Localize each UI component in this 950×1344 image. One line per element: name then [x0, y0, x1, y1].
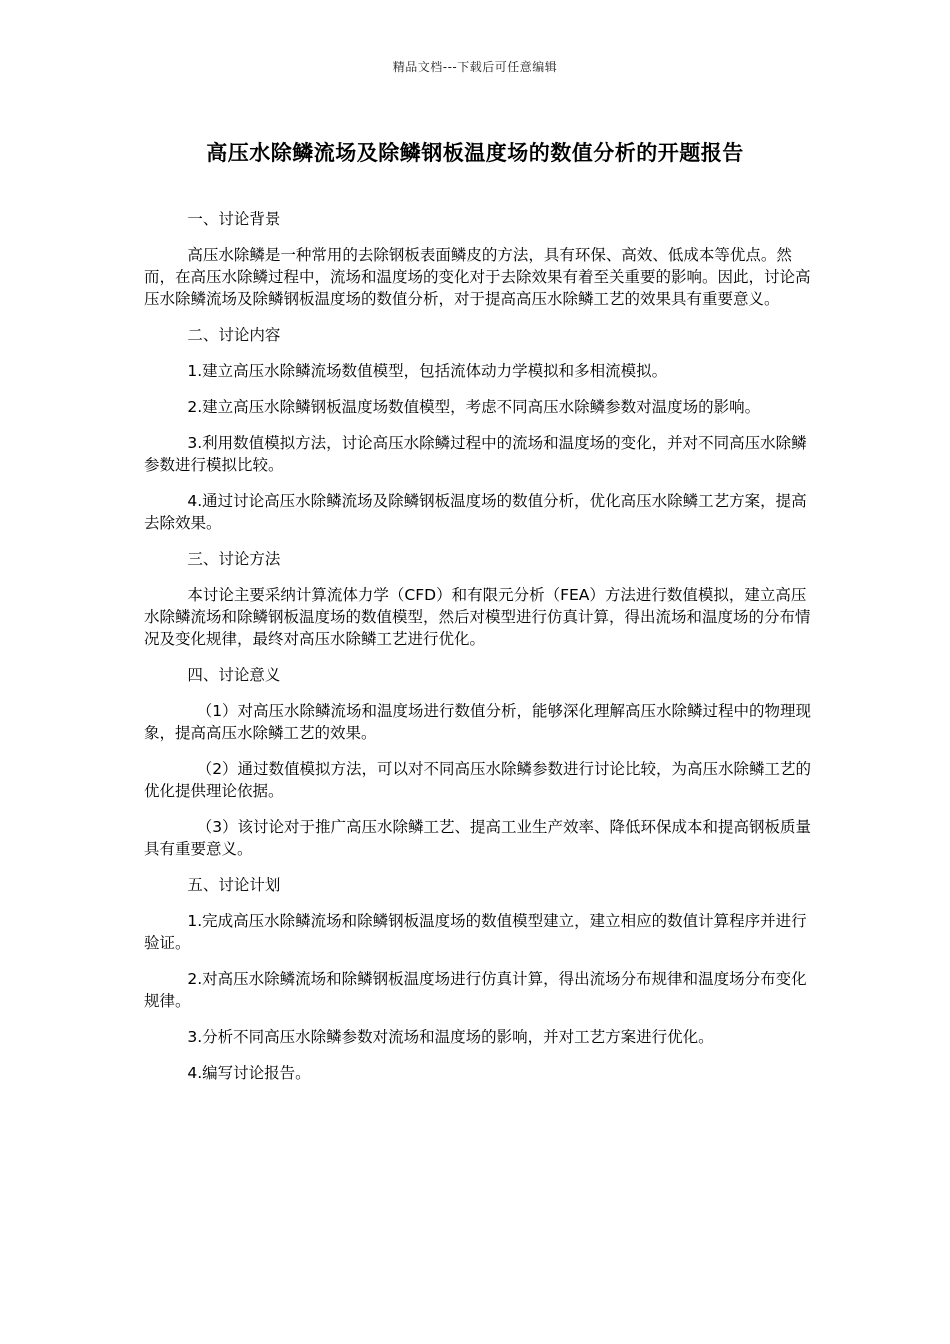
section-heading-significance: 四、讨论意义: [187, 666, 281, 684]
content-item-3: 3.利用数值模拟方法，讨论高压水除鳞过程中的流场和温度场的变化，并对不同高压水除鳞参数进行模拟比较。: [144, 434, 807, 474]
header-note: 精品文档---下载后可任意编辑: [392, 60, 558, 74]
section-heading-content: 二、讨论内容: [187, 326, 281, 344]
method-paragraph: 本讨论主要采纳计算流体力学（CFD）和有限元分析（FEA）方法进行数值模拟，建立高压水除鳞流场和除鳞钢板温度场的数值模型，然后对模型进行仿真计算，得出流场和温度场的分布情况及变化规律，最终对高压水除鳞工艺进行优化。: [144, 586, 811, 648]
background-paragraph: 高压水除鳞是一种常用的去除钢板表面鳞皮的方法，具有环保、高效、低成本等优点。然而，在高压水除鳞过程中，流场和温度场的变化对于去除效果有着至关重要的影响。因此，讨论高压水除鳞流场及除鳞钢板温度场的数值分析，对于提高高压水除鳞工艺的效果具有重要意义。: [144, 246, 811, 308]
plan-item-4: 4.编写讨论报告。: [187, 1064, 311, 1082]
document-title: 高压水除鳞流场及除鳞钢板温度场的数值分析的开题报告: [206, 141, 744, 165]
content-item-4: 4.通过讨论高压水除鳞流场及除鳞钢板温度场的数值分析，优化高压水除鳞工艺方案，提高去除效果。: [144, 492, 807, 532]
plan-item-2: 2.对高压水除鳞流场和除鳞钢板温度场进行仿真计算，得出流场分布规律和温度场分布变化规律。: [144, 970, 807, 1010]
document-body: [144, 208, 812, 1098]
section-heading-background: 一、讨论背景: [187, 210, 281, 228]
content-item-1: 1.建立高压水除鳞流场数值模型，包括流体动力学模拟和多相流模拟。: [187, 362, 668, 380]
content-item-2: 2.建立高压水除鳞钢板温度场数值模型，考虑不同高压水除鳞参数对温度场的影响。: [187, 398, 761, 416]
significance-item-3: （3）该讨论对于推广高压水除鳞工艺、提高工业生产效率、降低环保成本和提高钢板质量具有重要意义。: [144, 818, 812, 858]
plan-item-3: 3.分析不同高压水除鳞参数对流场和温度场的影响，并对工艺方案进行优化。: [187, 1028, 714, 1046]
significance-item-2: （2）通过数值模拟方法，可以对不同高压水除鳞参数进行讨论比较，为高压水除鳞工艺的优化提供理论依据。: [144, 760, 812, 800]
plan-item-1: 1.完成高压水除鳞流场和除鳞钢板温度场的数值模型建立，建立相应的数值计算程序并进行验证。: [144, 912, 807, 952]
section-heading-plan: 五、讨论计划: [187, 876, 281, 894]
section-heading-method: 三、讨论方法: [187, 550, 281, 568]
significance-item-1: （1）对高压水除鳞流场和温度场进行数值分析，能够深化理解高压水除鳞过程中的物理现象，提高高压水除鳞工艺的效果。: [144, 702, 812, 742]
